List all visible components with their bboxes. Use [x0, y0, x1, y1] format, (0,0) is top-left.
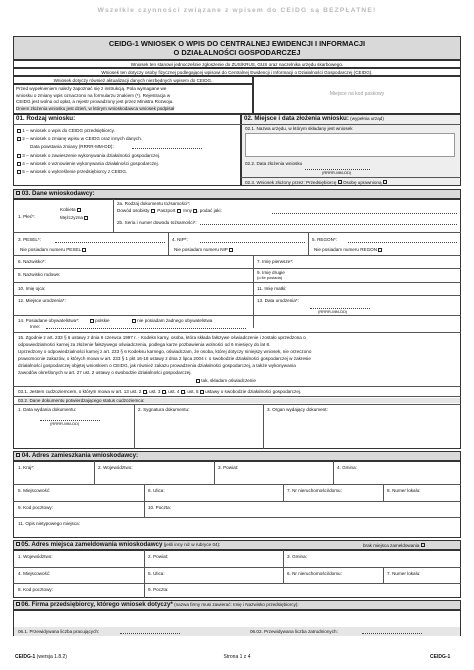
divider	[283, 567, 284, 583]
gender-label: 1. Płeć*:	[18, 214, 36, 219]
id-number-label: 2b. Seria i numer dowodu tożsamości*:	[117, 219, 197, 225]
foreigner-ust5-label: ust. 5	[187, 389, 199, 394]
statement-line: działalności gospodarczej objętej wnioskiem o CEIDG, jak również zakazu prowadzenia działalności gospodarczej, a także wykonywania	[18, 363, 296, 368]
divider	[13, 517, 461, 518]
divider	[13, 396, 461, 397]
checkbox-icon[interactable]	[84, 216, 88, 220]
divider	[283, 550, 284, 567]
option-3-label: 3 – wniosek o zawieszenie wykonywania działalności gospodarczej.	[22, 153, 161, 158]
instructions-line: Dniem złożenia wniosku jest dzień, w którym wnioskodawca wniosek podpisał	[16, 105, 175, 111]
expected-employees-field[interactable]	[362, 633, 422, 634]
option-1-label: 1 – wniosek o wpis do CEIDG przedsiębiorcy.	[22, 128, 115, 133]
info-text-1: Wniosek ten stanowi jednocześnie zgłoszenie do ZUS/KRUS, GUS oraz naczelnika urzędu skarbowego.	[130, 61, 344, 67]
expected-workers-field[interactable]	[120, 633, 180, 634]
submit-date-label: 02.2. Data złożenia wniosku	[245, 161, 303, 166]
section-05-title	[16, 542, 220, 549]
gender-male-row[interactable]	[60, 215, 88, 220]
divider	[134, 404, 135, 449]
expected-workers-label: 06.1. Przewidywana liczba pracujących:	[18, 628, 100, 634]
divider	[13, 583, 461, 584]
section-06-title	[16, 602, 299, 609]
other-doc-field[interactable]	[272, 213, 457, 214]
instructions-line: wniosku o zmiany wpis oznaczono na formularzu znakiem (*). Rejestracja w	[16, 92, 171, 98]
option-1-row[interactable]	[17, 128, 115, 133]
gender-male-label: Mężczyzna	[60, 215, 83, 220]
divider	[13, 124, 241, 125]
checkbox-icon[interactable]	[16, 453, 20, 457]
footer-page-number: Strona 1 z 4	[223, 654, 251, 660]
no-citizenship-label: nie posiadam żadnego obywatelstwa	[137, 318, 213, 323]
checkbox-icon[interactable]	[17, 162, 21, 166]
checkbox-icon[interactable]	[17, 129, 21, 133]
divider	[144, 567, 145, 583]
divider	[13, 232, 461, 233]
divider	[13, 501, 461, 502]
divider	[144, 583, 145, 598]
divider	[383, 484, 384, 501]
citizenship-label: 14. Posiadane obywatelstwa*:	[18, 318, 80, 323]
nip-field[interactable]	[200, 242, 305, 243]
instructions-line: Przed wypełnieniem należy zapoznać się z instrukcją. Pola wymagane we	[16, 86, 167, 91]
option-4-label: 4 – wniosek o wznowienie wykonywania działalności gospodarczej.	[22, 161, 159, 166]
postal-code-label: 9. Kod pocztowy:	[18, 505, 53, 510]
statement-line: 15. Zgodnie z art. 233 § 6 ustawy z dnia 6 czerwca 1997 r. - Kodeks karny, osoba, która składa fałszywe oświadczenie i zostało uprzedzona o	[18, 335, 306, 340]
checkbox-icon[interactable]	[229, 248, 233, 252]
voivodeship-label: 2. Województwo:	[98, 465, 133, 470]
change-date-label: Data powstania zmiany (RRRR-MM-DD):	[30, 143, 114, 149]
divider	[144, 484, 145, 501]
divider	[13, 404, 461, 405]
option-4-row[interactable]	[17, 161, 159, 166]
second-name-label: 9. Imię drugie	[257, 270, 285, 275]
citizenship-polish-row[interactable]	[90, 318, 110, 323]
no-regon-label: Nie posiadam numeru REGON	[314, 247, 378, 252]
statement-line: odpowiedzialności karnej za złożenie fałszywego oświadczenia, podlega karze pozbawienia wolności od 6 miesięcy do lat 8.	[18, 342, 271, 347]
checkbox-icon[interactable]	[16, 602, 20, 606]
street-label: 5. Ulica:	[148, 571, 165, 576]
statement-line: Uprzedzony o odpowiedzialności karnej z art. 233 § 6 Kodeksu karnego, oświadczam, że osoba, której dotyczy niniejszy wniosek, nie orzeczono	[18, 349, 312, 354]
id-card-label: Dowód osobisty	[117, 208, 150, 213]
country-label: 1. Kraj*:	[18, 465, 35, 470]
no-registration-row[interactable]	[363, 543, 425, 548]
checkbox-icon[interactable]	[338, 180, 342, 184]
office-name-label: 02.1. Nazwa urzędu, w którym składany jest wniosek	[245, 126, 353, 131]
checkbox-icon[interactable]	[177, 209, 181, 213]
father-name-label: 10. Imię ojca:	[18, 286, 46, 291]
checkbox-icon[interactable]	[17, 154, 21, 158]
foreigner-label: 03.1. Jestem cudzoziemcem, o którym mowa w art. 13 ust. 2	[18, 389, 142, 394]
commune-label: 3. Gmina:	[287, 554, 307, 559]
date-format-hint: (RRRR-MM-DD)	[50, 421, 80, 426]
regon-field[interactable]	[348, 242, 457, 243]
checkbox-icon[interactable]	[378, 248, 382, 252]
info-text-3: Wniosek dotyczy również aktualizacji danych niezbędnych wpisem do CEIDG.	[53, 77, 213, 83]
flat-number-label: 8. Numer lokalu:	[387, 488, 421, 493]
other-citizenship-field[interactable]	[46, 328, 246, 329]
divider	[13, 386, 461, 387]
statement-confirm-label: tak, składam oświadczenie	[201, 378, 256, 383]
citizenship-polish-label: polskie	[95, 318, 110, 323]
statement-line: prawomocnie zakazów, o których mowa w art. 233 § 1 pkt 16-18 ustawy z dnia 2 lipca 2004 r. o swobodzie działalności gospodarczej w zakresie	[18, 356, 311, 361]
id-doc-options: Dowód osobisty Paszport Inny , podać jaki:	[117, 208, 222, 213]
no-registration-label: brak miejsca zameldowania	[363, 542, 420, 548]
checkbox-icon[interactable]	[17, 170, 21, 174]
change-date-field[interactable]	[132, 148, 202, 149]
statement-confirm-row[interactable]	[196, 378, 256, 383]
passport-label: Paszport	[157, 208, 176, 213]
nip-label: 4. NIP*:	[172, 237, 188, 242]
second-name-note: (o ile posiada)	[257, 275, 283, 280]
divider	[383, 567, 384, 583]
divider	[13, 282, 461, 283]
authorized-person-label: Osobę uprawnioną	[342, 179, 382, 185]
section-06-note: (nazwa firmy musi zawierać: Imię i Nazwisko przedsiębiorcy):	[174, 601, 299, 607]
divider	[241, 124, 461, 125]
town-label: 5. Miejscowość:	[18, 488, 51, 493]
checkbox-icon[interactable]	[200, 390, 204, 394]
option-2-label: 2 – wniosek o zmianę wpisu w CEIDG oraz innych danych.	[22, 136, 143, 141]
section-03-title-text: 03. Dane wnioskodawcy:	[21, 189, 95, 197]
divider	[308, 232, 309, 255]
divider	[253, 255, 254, 328]
first-name-label: 7. Imię pierwsze*:	[257, 259, 294, 264]
divider	[113, 199, 114, 232]
checkbox-icon[interactable]	[193, 209, 197, 213]
footer-left	[15, 655, 67, 661]
footer-form-code: CEIDG-1	[15, 654, 36, 660]
district-label: 3. Powiat:	[218, 465, 239, 470]
id-number-field[interactable]	[200, 224, 457, 225]
office-name-field[interactable]	[245, 133, 455, 157]
submitted-by-label: 02.3. Wniosek złożony przez: Przedsiębiorcę	[245, 179, 337, 185]
checkbox-icon[interactable]	[196, 379, 200, 383]
divider	[144, 501, 145, 517]
checkbox-icon[interactable]	[383, 180, 387, 184]
checkbox-icon[interactable]	[16, 542, 20, 546]
section-02-header	[244, 116, 384, 123]
banner-text: Wszelkie czynności związane z wpisem do CEIDG są BEZPŁATNE!	[97, 7, 377, 14]
section-04-title	[16, 453, 138, 460]
checkbox-icon[interactable]	[90, 319, 94, 323]
option-5-label: 5 – wniosek o wykreślenie przedsiębiorcy z CEIDG.	[22, 169, 128, 174]
commune-label: 4. Gmina:	[337, 465, 357, 470]
section-03-title	[16, 191, 95, 198]
instructions-line: CEIDG jest wolna od opłat, a rejestr prowadzony jest przez Ministra Rozwoju.	[16, 99, 174, 104]
voivodeship-label: 1. Województwo:	[18, 554, 53, 559]
form-title-line2: O DZIAŁALNOŚCI GOSPODARCZEJ	[173, 48, 301, 57]
family-name-label: 8. Nazwisko rodowe:	[18, 272, 61, 277]
no-pesel-label: Nie posiadam numeru PESEL	[20, 247, 81, 252]
surname-label: 6. Nazwisko*:	[18, 259, 46, 264]
post-office-label: 10. Poczta:	[148, 505, 171, 510]
submitted-by-row	[245, 180, 387, 185]
district-label: 2. Powiat:	[148, 554, 169, 559]
regon-label: 5. REGON*:	[312, 237, 338, 242]
checkbox-icon[interactable]	[181, 390, 185, 394]
checkbox-icon[interactable]	[162, 390, 166, 394]
checkbox-icon[interactable]	[82, 248, 86, 252]
divider	[94, 461, 95, 484]
doc-issue-date-label: 1. Data wydania dokumentu:	[18, 407, 77, 412]
date-format-hint: (RRRR-MM-DD)	[318, 309, 348, 314]
divider	[13, 268, 461, 269]
town-label: 4. Miejscowość:	[18, 571, 51, 576]
checkbox-icon[interactable]	[17, 137, 21, 141]
mother-name-label: 11. Imię matki:	[257, 286, 287, 291]
statement-line: zawodów określonych w art. 27 ust. 2 ustawy o swobodzie działalności gospodarczej.	[18, 370, 192, 375]
flat-number-label: 7. Numer lokalu:	[387, 571, 421, 576]
checkbox-icon[interactable]	[421, 543, 425, 547]
street-label: 6. Ulica:	[148, 488, 165, 493]
section-04-box	[13, 461, 461, 538]
section-05-note: (jeśli inny niż w rubryce 04):	[163, 541, 221, 547]
option-3-row[interactable]	[17, 153, 160, 158]
foreigner-doc-label: 03.2. Dane dokumentu potwierdzającego status cudzoziemca:	[18, 398, 460, 403]
divider	[13, 332, 461, 333]
specify-label: podać jaki	[199, 208, 221, 213]
expected-employees-label: 06.02. Przewidywana liczba zatrudnionych:	[250, 628, 338, 634]
section-06-title-text: 06. Firma przedsiębiorcy, którego wniosek dotyczy*	[21, 600, 173, 608]
footer-right: CEIDG-1	[430, 654, 451, 660]
divider	[333, 461, 334, 484]
checkbox-icon[interactable]	[151, 209, 155, 213]
section-04-title-text: 04. Adres zamieszkania wnioskodawcy:	[21, 451, 139, 459]
no-nip-label: Nie posiadam numeru NIP	[174, 247, 228, 252]
option-5-row[interactable]	[17, 169, 127, 174]
pesel-label: 3. PESEL*:	[18, 237, 41, 242]
info-text-2: Wniosek ten dotyczy osoby fizycznej podlegającej wpisowi do Centralnej Ewidencji i Informacji o Działalności Gospodarczej (CEIDG).	[101, 69, 373, 75]
footer-version: (wersja 1.8.2)	[36, 654, 67, 660]
id-doc-type-label: 2a. Rodzaj dokumentu tożsamości*:	[117, 201, 191, 206]
post-office-label: 9. Poczta:	[148, 587, 169, 592]
divider	[214, 461, 215, 484]
birth-place-label: 12. Miejsce urodzenia*:	[18, 298, 66, 303]
other-citizenship-label: Inne:	[30, 324, 41, 329]
section-01-title: 01. Rodzaj wniosku:	[16, 115, 76, 122]
checkbox-icon[interactable]	[132, 319, 136, 323]
divider	[168, 232, 169, 255]
pesel-field[interactable]	[55, 242, 165, 243]
gender-female-label: Kobieta	[60, 207, 76, 212]
divider	[13, 255, 461, 256]
barcode-placeholder: Miejsce na kod paskowy	[329, 91, 385, 97]
foreigner-law-label: ustawy o swobodzie działalności gospodarczej.	[205, 389, 302, 394]
postal-code-label: 8. Kod pocztowy:	[18, 587, 53, 592]
form-title-line1: CEIDG-1 WNIOSEK O WPIS DO CENTRALNEJ EWIDENCJI I INFORMACJI	[108, 39, 366, 48]
other-doc-label: Inny	[183, 208, 192, 213]
checkbox-icon[interactable]	[16, 191, 20, 195]
foreigner-ust4-label: ust. 4	[168, 389, 180, 394]
date-format-hint: (RRRR-MM-DD)	[322, 170, 352, 175]
no-citizenship-row[interactable]	[132, 318, 212, 323]
doc-signature-label: 2. Sygnatura dokumentu:	[138, 407, 190, 412]
house-number-label: 6. Nr nieruchomości/domu:	[287, 571, 342, 576]
divider	[13, 484, 461, 485]
divider	[241, 177, 461, 178]
divider	[13, 567, 461, 568]
foreigner-ust3-label: ust. 3	[149, 389, 161, 394]
checkbox-icon[interactable]	[77, 208, 81, 212]
section-05-title-text: 05. Adres miejsca zameldowania wnioskodawcy	[21, 540, 163, 548]
checkbox-icon[interactable]	[143, 390, 147, 394]
gender-female-row[interactable]	[60, 207, 81, 212]
divider	[13, 315, 461, 316]
divider	[13, 295, 461, 296]
divider	[283, 484, 284, 501]
option-2-row[interactable]	[17, 136, 142, 141]
doc-authority-label: 3. Organ wydający dokument:	[267, 407, 328, 412]
birth-date-label: 13. Data urodzenia*:	[257, 298, 299, 303]
section-03-box	[13, 199, 461, 449]
house-number-label: 7. Nr nieruchomości/domu:	[287, 488, 342, 493]
no-nip-row	[174, 247, 233, 252]
section-02-note: (wypełnia urząd)	[350, 116, 384, 121]
foreigner-row: 03.1. Jestem cudzoziemcem, o którym mowa w art. 13 ust. 2 , ust. 3 , ust. 4 , ust. 5 ustawy o swobodzie działalności gospodarczej.	[18, 389, 302, 394]
no-pesel-row	[20, 247, 86, 252]
unusual-place-label: 11. Opis nietypowego miejsca:	[18, 521, 80, 526]
divider	[263, 404, 264, 449]
no-regon-row	[314, 247, 382, 252]
divider	[144, 550, 145, 567]
section-02-title: 02. Miejsce i data złożenia wniosku:	[244, 115, 349, 122]
